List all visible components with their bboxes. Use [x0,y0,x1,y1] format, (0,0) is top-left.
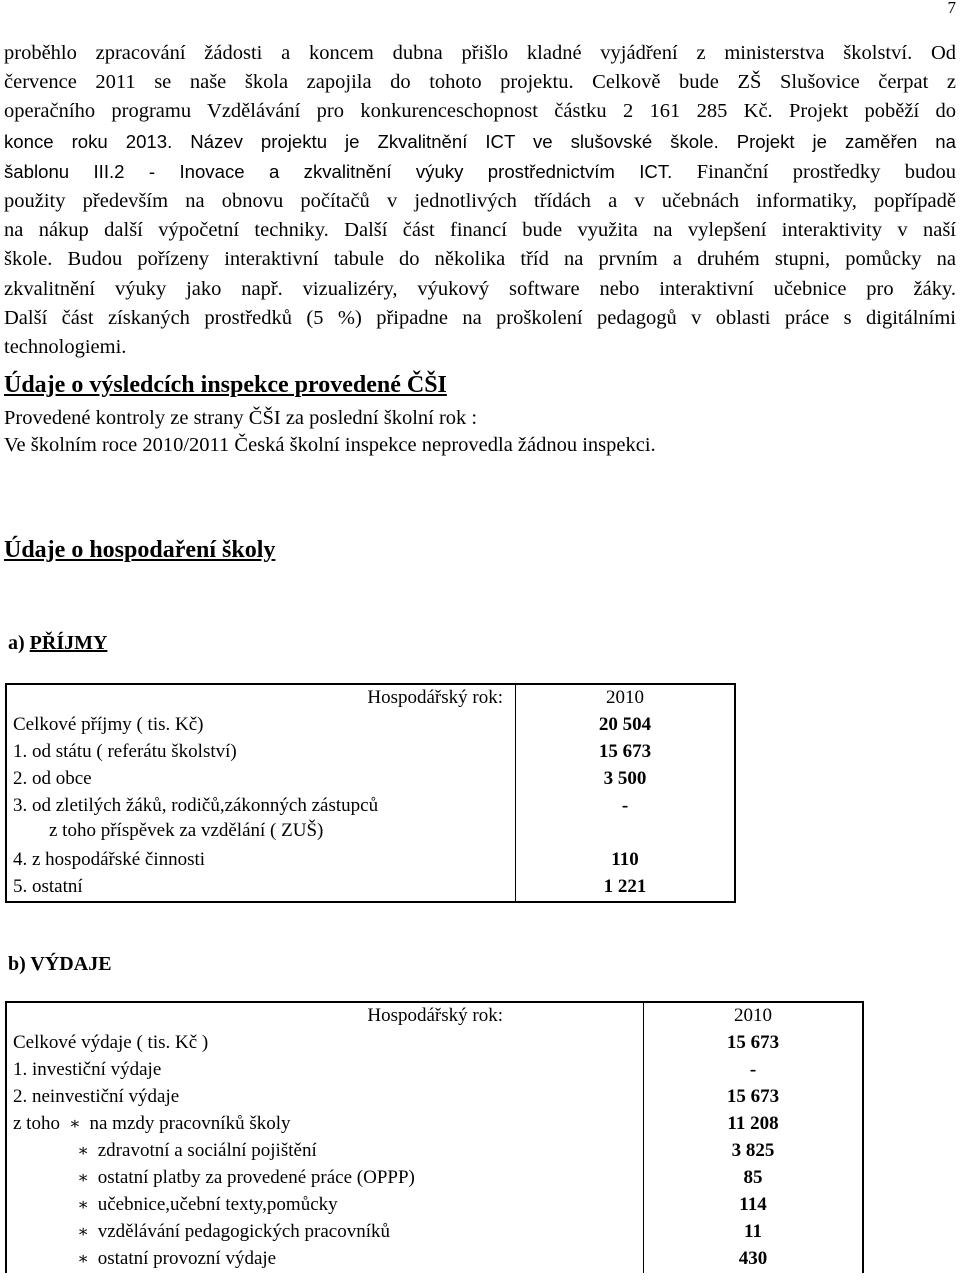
table-row [6,712,735,739]
row-prefix: z toho [13,1113,65,1134]
table-row [6,1165,863,1192]
income-table [5,683,736,903]
row-value: 15 673 [644,1084,864,1111]
project-focus-text: Projekt je zaměřen na [736,130,956,152]
asterisk-icon: ∗ [77,1249,89,1268]
intro-line: Další část získaných prostředků (5 %) připadne na proškolení pedagogů v oblasti práce s digitálními [4,306,956,329]
intro-line: operačního programu Vzdělávání pro konkurenceschopnost částku 2 161 285 Kč. Projekt poběží do [4,100,956,123]
table-row [6,1030,863,1057]
row-value: 85 [644,1165,864,1192]
asterisk-icon: ∗ [77,1168,89,1187]
year-label: Hospodářský rok: [6,684,516,712]
row-value: 430 [644,1246,864,1273]
row-value: 110 [516,847,736,874]
row-value: 11 208 [644,1111,864,1138]
table-header-row [6,684,735,712]
row-value: 15 673 [516,739,736,766]
intro-line [4,127,956,157]
year-label: Hospodářský rok: [6,1002,644,1030]
row-label: 2. od obce [6,766,516,793]
row-label [6,1246,644,1273]
asterisk-icon: ∗ [77,1222,89,1241]
table-row [6,1111,863,1138]
table-row [6,1219,863,1246]
project-name-text: konce roku 2013. Název projektu je Zkvalitnění ICT ve slušovské škole. [4,130,719,152]
asterisk-icon: ∗ [68,1114,81,1133]
economy-heading: Údaje o hospodaření školy [4,537,276,563]
row-label-text: učebnice,učební texty,pomůcky [97,1194,338,1215]
intro-line: na nákup další výpočetní techniky. Další část financí bude využita na vylepšení interaktivity v naší [4,219,956,242]
row-value: 15 673 [644,1030,864,1057]
year-value: 2010 [516,684,736,712]
row-label-text: na mzdy pracovníků školy [89,1113,291,1134]
income-prefix: a) [8,632,30,654]
row-label-text: ostatní platby za provedené práce (OPPP) [97,1167,415,1188]
template-text: šablonu III.2 - Inovace a zkvalitnění výuky prostřednictvím ICT. [4,160,673,182]
row-value: - [644,1057,864,1084]
row-label: 2. neinvestiční výdaje [6,1084,644,1111]
row-value: 20 504 [516,712,736,739]
row-label [6,1138,644,1165]
asterisk-icon: ∗ [77,1195,89,1214]
row-value: 3 500 [516,766,736,793]
row-label: Celkové příjmy ( tis. Kč) [6,712,516,739]
row-label [6,793,516,847]
row-label: 1. od státu ( referátu školství) [6,739,516,766]
funds-text: Finanční prostředky budou [696,160,957,183]
table-row [6,1138,863,1165]
table-row [6,847,735,874]
row-value: 3 825 [644,1138,864,1165]
table-row [6,739,735,766]
table-row [6,1246,863,1273]
row-label-text: zdravotní a sociální pojištění [97,1140,317,1161]
row-label-text: ostatní provozní výdaje [97,1248,277,1269]
income-heading [8,632,107,655]
intro-line [4,157,956,187]
row-label-line-1: 3. od zletilých žáků, rodičů,zákonných zástupců [13,795,379,816]
row-label: 4. z hospodářské činnosti [6,847,516,874]
table-row [6,1084,863,1111]
expenses-heading [8,953,112,976]
table-header-row [6,1002,863,1030]
row-value: - [516,793,736,847]
inspection-line-2: Ve školním roce 2010/2011 Česká školní inspekce neprovedla žádnou inspekci. [4,434,656,456]
row-value: 1 221 [516,874,736,902]
table-row [6,793,735,847]
table-row [6,1057,863,1084]
intro-line: použity především na obnovu počítačů v jednotlivých třídách a v učebnách informatiky, popřípadě [4,190,956,213]
row-value: 11 [644,1219,864,1246]
intro-paragraph [4,39,956,362]
row-label: 1. investiční výdaje [6,1057,644,1084]
row-label-line-2: z toho příspěvek za vzdělání ( ZUŠ) [49,820,324,841]
intro-line: července 2011 se naše škola zapojila do tohoto projektu. Celkově bude ZŠ Slušovice čerpat z [4,71,956,94]
page-number: 7 [947,0,956,17]
row-label [6,1219,644,1246]
intro-line: proběhlo zpracování žádosti a koncem dubna přišlo kladné vyjádření z ministerstva školství. Od [4,42,956,64]
intro-line: škole. Budou pořízeny interaktivní tabule do několika tříd na prvním a druhém stupni, pomůcky na [4,248,956,271]
row-label-text: vzdělávání pedagogických pracovníků [97,1221,391,1242]
inspection-heading: Údaje o výsledcích inspekce provedené ČŠI [4,372,447,398]
intro-line: zkvalitnění výuky jako např. vizualizéry, výukový software nebo interaktivní učebnice pro žáky. [4,277,956,300]
row-label [6,1111,644,1138]
expenses-title: VÝDAJE [30,953,112,975]
table-row [6,766,735,793]
year-value: 2010 [644,1002,864,1030]
row-label: Celkové výdaje ( tis. Kč ) [6,1030,644,1057]
row-label: 5. ostatní [6,874,516,902]
income-title: PŘÍJMY [29,632,108,654]
expenses-table [5,1001,864,1273]
row-label [6,1165,644,1192]
row-value: 114 [644,1192,864,1219]
row-label [6,1192,644,1219]
expenses-prefix: b) [8,953,31,975]
table-row [6,874,735,902]
asterisk-icon: ∗ [77,1141,89,1160]
intro-line: technologiemi. [4,336,127,359]
inspection-line-1: Provedené kontroly ze strany ČŠI za poslední školní rok : [4,407,478,429]
table-row [6,1192,863,1219]
